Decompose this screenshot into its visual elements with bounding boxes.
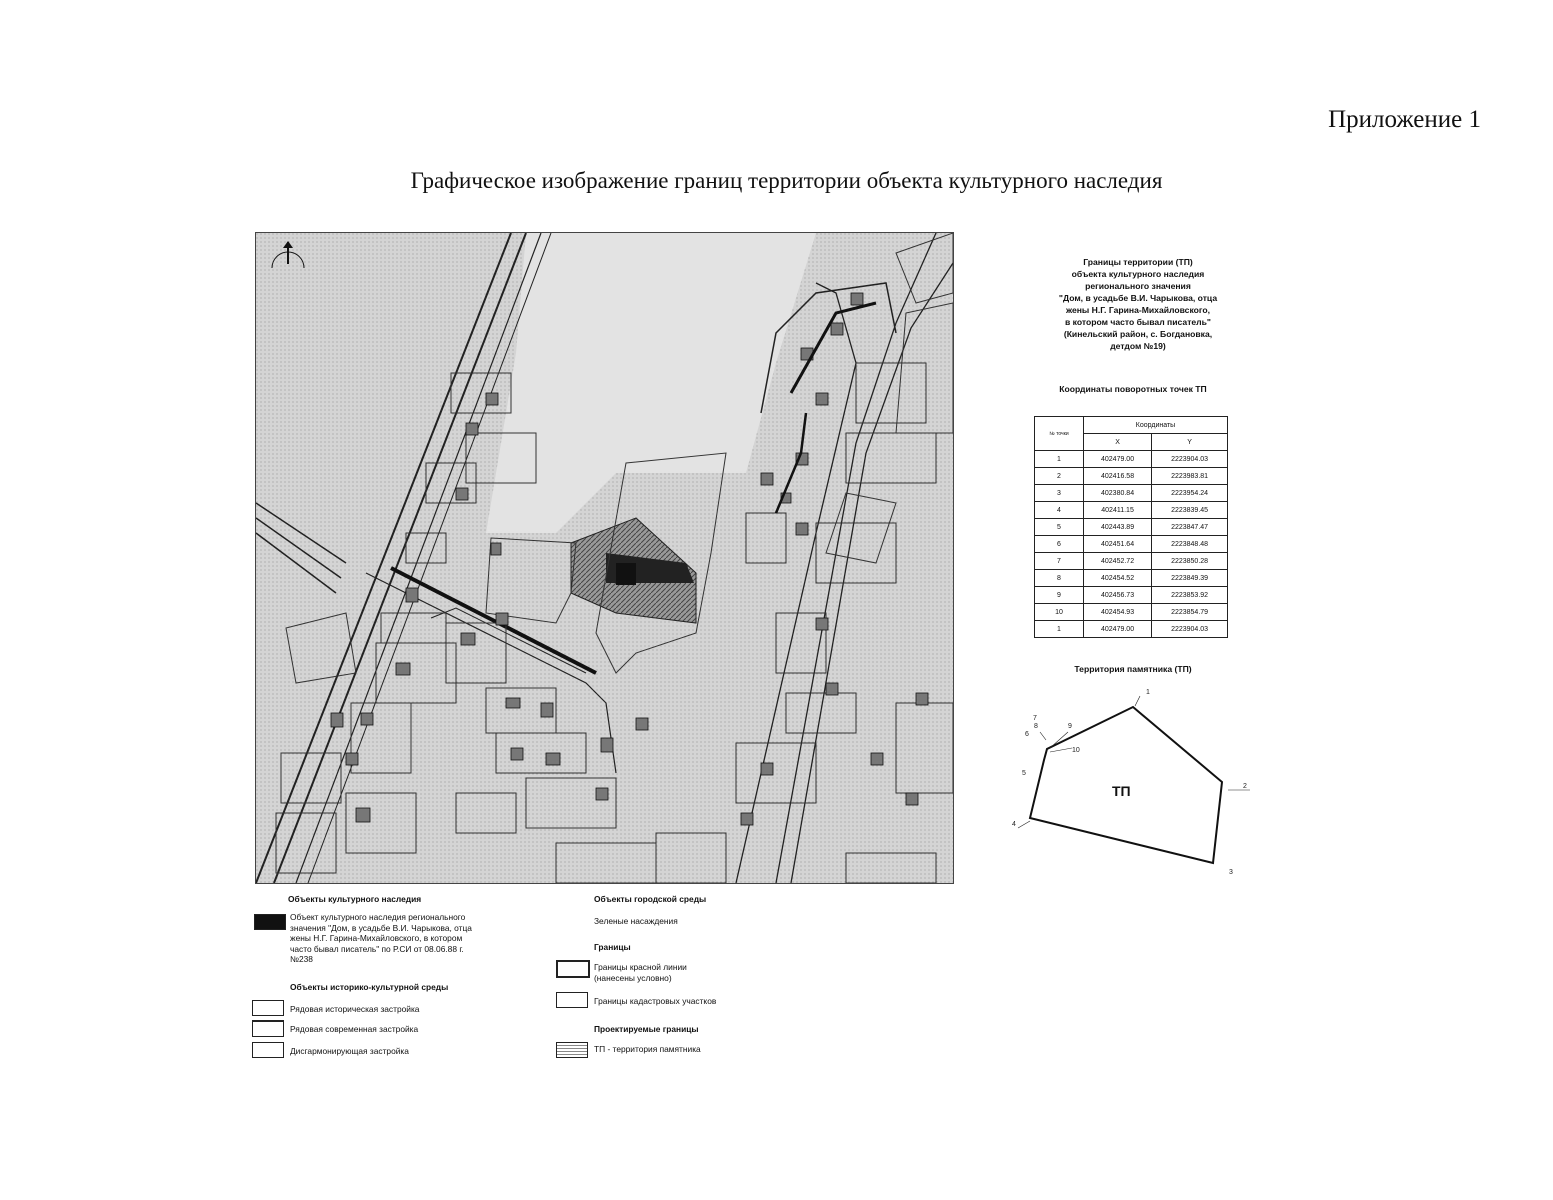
coords-cell-x: 402443.89 <box>1084 519 1152 536</box>
tp-heading: Территория памятника (ТП) <box>1074 664 1192 674</box>
legend-swatch-heritage <box>254 914 286 930</box>
coords-cell-y: 2223848.48 <box>1152 536 1228 553</box>
legend-red-line: Границы красной линии (нанесены условно) <box>594 962 687 983</box>
coords-row <box>1035 570 1228 587</box>
coords-row <box>1035 485 1228 502</box>
coords-cell-n: 4 <box>1035 502 1084 519</box>
legend-row-historic: Рядовая историческая застройка <box>290 1004 420 1014</box>
tp-point-label: 1 <box>1146 689 1150 696</box>
coords-cell-x: 402454.52 <box>1084 570 1152 587</box>
tp-point-label: 3 <box>1229 869 1233 876</box>
coords-cell-n: 7 <box>1035 553 1084 570</box>
coords-cell-x: 402479.00 <box>1084 451 1152 468</box>
appendix-label: Приложение 1 <box>1328 106 1481 133</box>
tp-diagram <box>1000 680 1260 880</box>
legend-heritage-item: Объект культурного наследия регионального значения "Дом, в усадьбе В.И. Чарыкова, отца жены Н.Г. Гарина-Михайловского, в котором часто бывал писатель" по Р.СИ от 08.06.88 г. №238 <box>290 912 472 965</box>
coords-row <box>1035 604 1228 621</box>
map-legend <box>252 892 772 1062</box>
coords-table <box>1034 416 1228 638</box>
legend-swatch-red-line <box>556 960 590 978</box>
coords-cell-y: 2223854.79 <box>1152 604 1228 621</box>
legend-row-modern: Рядовая современная застройка <box>290 1024 419 1034</box>
coords-cell-n: 2 <box>1035 468 1084 485</box>
coords-heading: Координаты поворотных точек ТП <box>1059 384 1207 394</box>
legend-cadastral: Границы кадастровых участков <box>594 996 717 1006</box>
coords-cell-y: 2223954.24 <box>1152 485 1228 502</box>
coords-cell-n: 5 <box>1035 519 1084 536</box>
coords-row <box>1035 502 1228 519</box>
tp-point-label: 6 <box>1025 731 1029 738</box>
coords-cell-x: 402479.00 <box>1084 621 1152 638</box>
tp-point-label: 10 <box>1072 747 1080 754</box>
legend-tp-territory: ТП - территория памятника <box>594 1044 701 1054</box>
legend-green: Зеленые насаждения <box>594 916 678 926</box>
legend-projected-heading: Проектируемые границы <box>594 1024 699 1034</box>
coords-row <box>1035 451 1228 468</box>
coords-cell-y: 2223849.39 <box>1152 570 1228 587</box>
map-drawing <box>256 233 953 883</box>
coords-cell-n: 1 <box>1035 621 1084 638</box>
coords-row <box>1035 536 1228 553</box>
legend-urban-heading: Объекты городской среды <box>594 894 707 904</box>
coords-cell-y: 2223983.81 <box>1152 468 1228 485</box>
coords-cell-x: 402451.64 <box>1084 536 1152 553</box>
map-plan <box>255 232 954 884</box>
coords-cell-y: 2223847.47 <box>1152 519 1228 536</box>
coords-row <box>1035 553 1228 570</box>
side-panel-title: Границы территории (ТП) объекта культурного наследия регионального значения "Дом, в усадьбе В.И. Чарыкова, отца жены Н.Г. Гарина-Михайловского, в котором часто бывал писатель" (Кинельский район, с. Богдановка, детдом №19) <box>1058 257 1218 351</box>
coords-cell-y: 2223904.03 <box>1152 621 1228 638</box>
tp-point-label: 2 <box>1243 783 1247 790</box>
coords-cell-y: 2223850.28 <box>1152 553 1228 570</box>
legend-borders-heading: Границы <box>594 942 631 952</box>
legend-disharmonious: Дисгармонирующая застройка <box>290 1046 409 1056</box>
north-arrow-icon <box>268 238 308 272</box>
coords-cell-x: 402416.58 <box>1084 468 1152 485</box>
coords-cell-y: 2223839.45 <box>1152 502 1228 519</box>
legend-heritage-heading: Объекты культурного наследия <box>288 894 422 904</box>
col-point-header: № точки <box>1035 417 1084 451</box>
document-title: Графическое изображение границ территории объекта культурного наследия <box>410 168 1163 193</box>
coords-cell-n: 8 <box>1035 570 1084 587</box>
tp-point-label: 9 <box>1068 723 1072 730</box>
coords-cell-n: 3 <box>1035 485 1084 502</box>
tp-point-label: 7 <box>1033 715 1037 722</box>
legend-swatch-tp <box>556 1042 588 1058</box>
col-y-header: Y <box>1152 434 1228 451</box>
tp-area-label: ТП <box>1112 783 1131 799</box>
legend-swatch-cadastral <box>556 992 588 1008</box>
coords-cell-n: 6 <box>1035 536 1084 553</box>
tp-point-label: 5 <box>1022 770 1026 777</box>
coords-cell-x: 402452.72 <box>1084 553 1152 570</box>
legend-swatch-row-historic <box>252 1000 284 1016</box>
tp-point-label: 4 <box>1012 821 1016 828</box>
col-x-header: X <box>1084 434 1152 451</box>
legend-swatch-disharmonious <box>252 1042 284 1058</box>
coords-row <box>1035 587 1228 604</box>
coords-cell-x: 402454.93 <box>1084 604 1152 621</box>
coords-cell-n: 9 <box>1035 587 1084 604</box>
coords-cell-x: 402380.84 <box>1084 485 1152 502</box>
legend-swatch-row-modern <box>252 1020 284 1037</box>
coords-row <box>1035 468 1228 485</box>
coords-cell-y: 2223904.03 <box>1152 451 1228 468</box>
col-coords-header: Координаты <box>1084 417 1228 434</box>
tp-point-label: 8 <box>1034 723 1038 730</box>
coords-cell-x: 402411.15 <box>1084 502 1152 519</box>
side-panel <box>1008 256 1258 674</box>
coords-cell-y: 2223853.92 <box>1152 587 1228 604</box>
coords-cell-n: 1 <box>1035 451 1084 468</box>
coords-row <box>1035 519 1228 536</box>
coords-cell-n: 10 <box>1035 604 1084 621</box>
coords-row <box>1035 621 1228 638</box>
legend-historic-heading: Объекты историко-культурной среды <box>290 982 449 992</box>
coords-cell-x: 402456.73 <box>1084 587 1152 604</box>
